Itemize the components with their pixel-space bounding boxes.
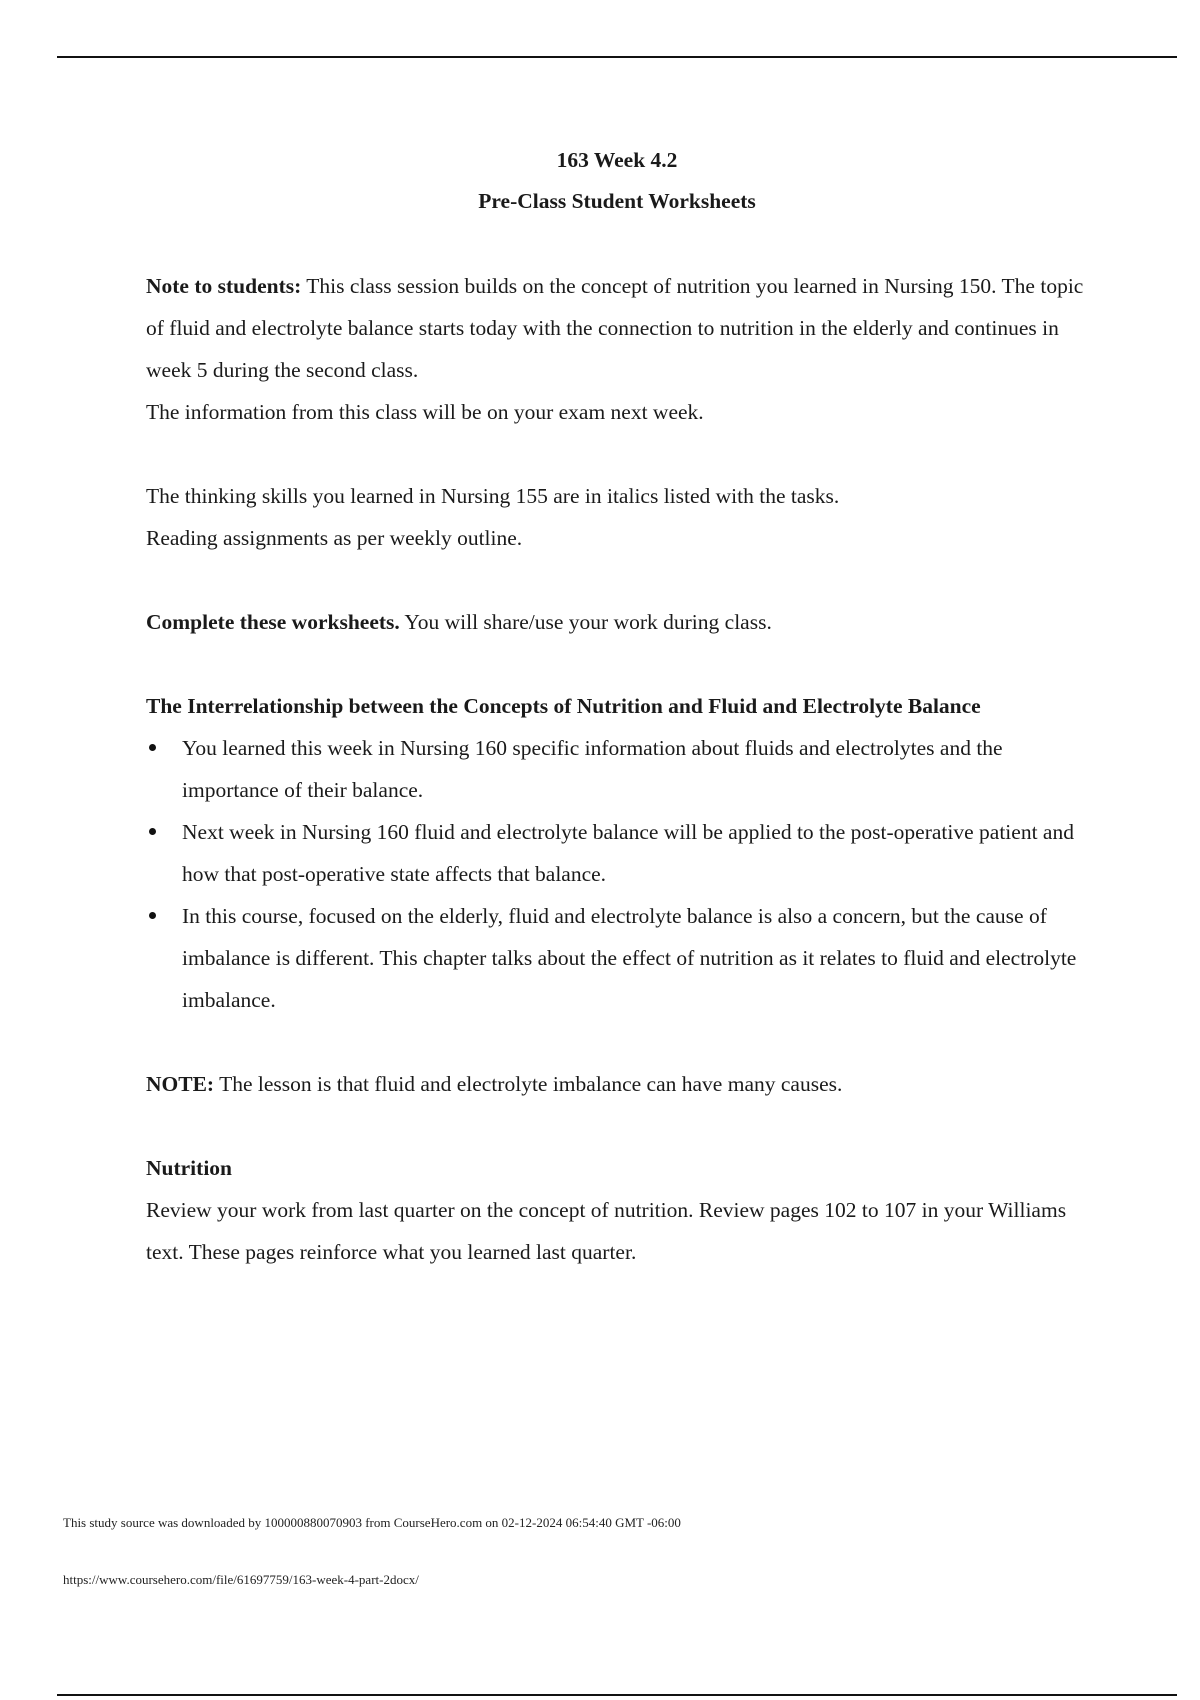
document-body xyxy=(146,265,1096,1273)
complete-label: Complete these worksheets. xyxy=(146,610,400,634)
nutrition-body: Review your work from last quarter on the concept of nutrition. Review pages 102 to 107 in your Williams text. These pages reinforce what you learned last quarter. xyxy=(146,1198,1067,1264)
note-caps-text: The lesson is that fluid and electrolyte imbalance can have many causes. xyxy=(214,1072,843,1096)
note-label: Note to students: xyxy=(146,274,302,298)
intro-note xyxy=(146,265,1096,391)
interrelationship-heading: The Interrelationship between the Concepts of Nutrition and Fluid and Electrolyte Balance xyxy=(146,694,981,718)
top-rule xyxy=(57,56,1177,58)
list-item: You learned this week in Nursing 160 specific information about fluids and electrolytes and the importance of their balance. xyxy=(146,727,1096,811)
list-item: In this course, focused on the elderly, fluid and electrolyte balance is also a concern, but the cause of imbalance is different. This chapter talks about the effect of nutrition as it relates to fluid and electrolyte imbalance. xyxy=(146,895,1096,1021)
nutrition-heading: Nutrition xyxy=(146,1156,232,1180)
title-block xyxy=(0,140,1200,222)
note-text: This class session builds on the concept of nutrition you learned in Nursing 150. The topic of fluid and electrolyte balance starts today with the connection to nutrition in the elderly and continues in week 5 during the second class. xyxy=(146,274,1084,382)
thinking-line: The thinking skills you learned in Nursing 155 are in italics listed with the tasks. xyxy=(146,484,840,508)
source-url[interactable]: https://www.coursehero.com/file/61697759/163-week-4-part-2docx/ xyxy=(63,1572,419,1587)
bullet-list xyxy=(146,727,1096,1021)
note-caps-label: NOTE: xyxy=(146,1072,215,1096)
page-subtitle: Pre-Class Student Worksheets xyxy=(478,189,756,213)
page-title: 163 Week 4.2 xyxy=(556,148,678,172)
complete-text: You will share/use your work during class. xyxy=(399,610,772,634)
bottom-rule xyxy=(57,1694,1177,1696)
download-source-line: This study source was downloaded by 100000880070903 from CourseHero.com on 02-12-2024 06:54:40 GMT -06:00 xyxy=(63,1515,681,1530)
list-item: Next week in Nursing 160 fluid and electrolyte balance will be applied to the post-operative patient and how that post-operative state affects that balance. xyxy=(146,811,1096,895)
note-line xyxy=(146,1063,1096,1105)
exam-line: The information from this class will be on your exam next week. xyxy=(146,400,704,424)
reading-line: Reading assignments as per weekly outline. xyxy=(146,526,523,550)
complete-line xyxy=(146,601,1096,643)
